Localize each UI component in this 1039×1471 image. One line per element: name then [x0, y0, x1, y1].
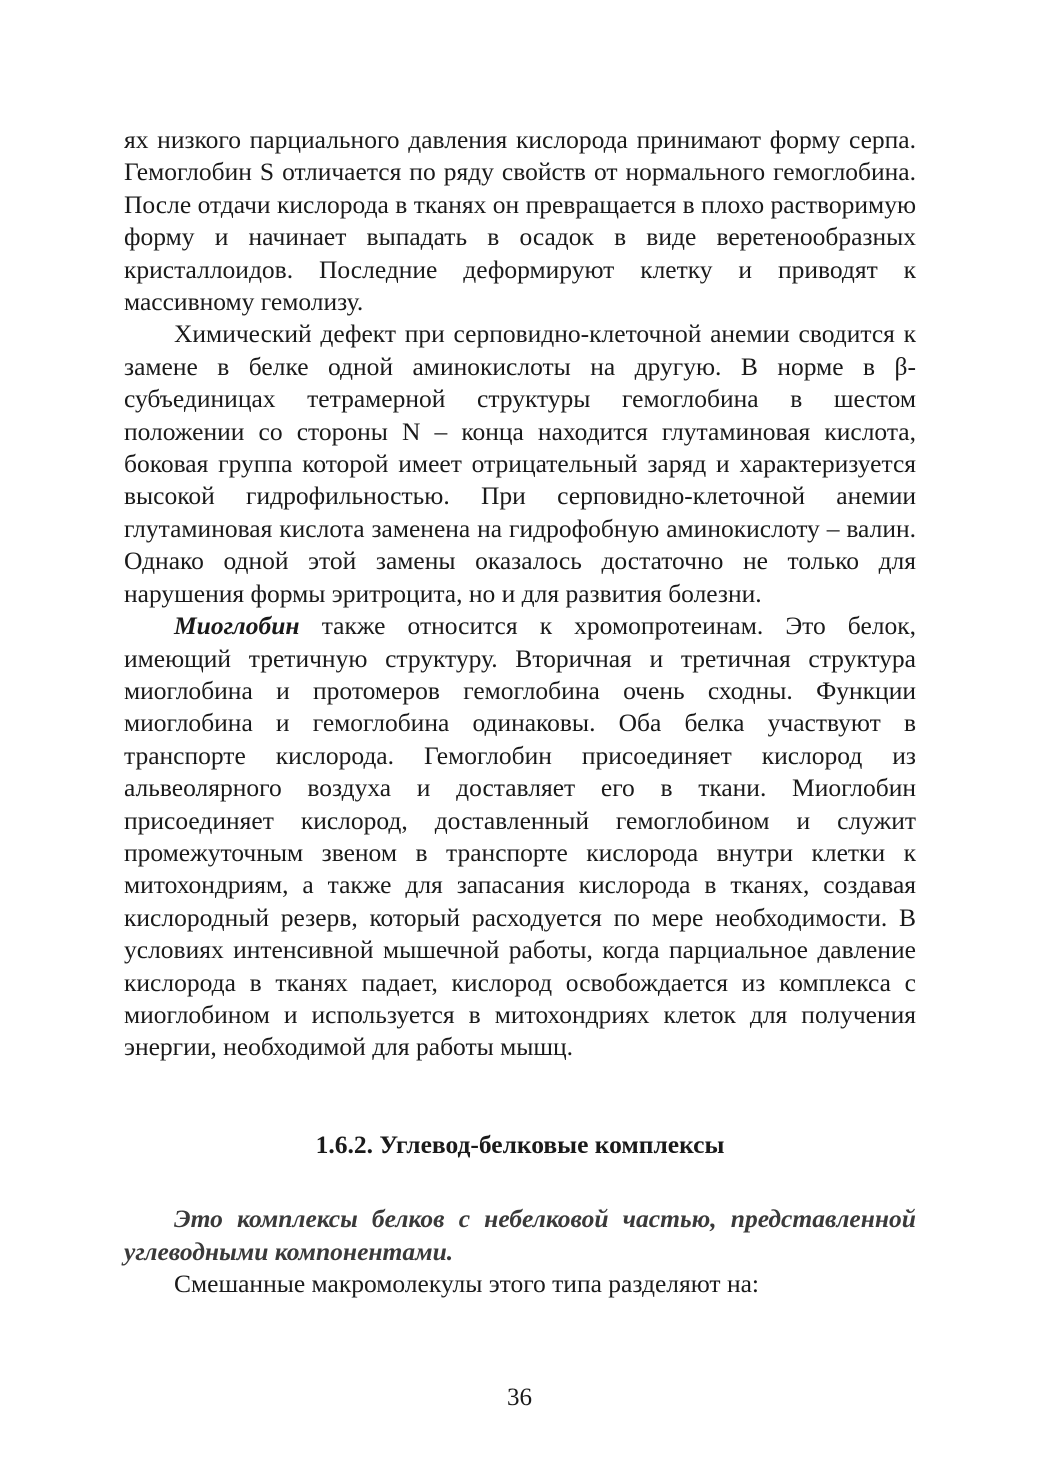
paragraph-myoglobin-text: также относится к хромопротеинам. Это белок, имеющий третичную структуру. Вторичная и третичная структура миоглобина и протомеров гемоглобина очень сходны. Функции миоглобина и гемоглобина одинаковы. Оба белка участвуют в транспорте кислорода. Гемоглобин присоединяет кислород из альвеолярного воздуха и доставляет его в ткани. Миоглобин присоединяет кислород, доставленный гемоглобином и служит промежуточным звеном в транспорте кислорода внутри клетки к митохондриям, а также для запасания кислорода в тканях, создавая кислородный резерв, который расходуется по мере необходимости. В условиях интенсивной мышечной работы, когда парциальное давление кислорода в тканях падает, кислород освобождается из комплекса с миоглобином и используется в митохондриях клеток для получения энергии, необходимой для работы мышц. — [124, 611, 916, 1062]
paragraph-types: Смешанные макромолекулы этого типа разделяют на: — [174, 1269, 759, 1298]
page-number: 36 — [507, 1384, 532, 1411]
paragraph-myoglobin — [124, 610, 916, 1064]
section-heading: 1.6.2. Углевод-белковые комплексы — [315, 1129, 725, 1159]
term-myoglobin: Миоглобин — [174, 611, 300, 641]
section-lead: Это комплексы белков с небелковой частью, представленной углеводными компонентами. — [124, 1204, 916, 1266]
page-body — [124, 124, 916, 1300]
paragraph-sickle-cell: Химический дефект при серповидно-клеточной анемии сводится к замене в белке одной аминокислоты на другую. В норме в β-субъединицах тетрамерной структуры гемоглобина в шестом положении со стороны N – конца находится глутаминовая кислота, боковая группа которой имеет отрицательный заряд и характеризуется высокой гидрофильностью. При серповидно-клеточной анемии глутаминовая кислота заменена на гидрофобную аминокислоту – валин. Однако одной этой замены оказалось достаточно не только для нарушения формы эритроцита, но и для развития болезни. — [124, 319, 916, 608]
paragraph-continuation: ях низкого парциального давления кислорода принимают форму серпа. Гемоглобин S отличается по ряду свойств от нормального гемоглобина. После отдачи кислорода в тканях он превращается в плохо растворимую форму и начинает выпадать в осадок в виде веретенообразных кристаллоидов. Последние деформируют клетку и приводят к массивному гемолизу. — [124, 125, 916, 317]
